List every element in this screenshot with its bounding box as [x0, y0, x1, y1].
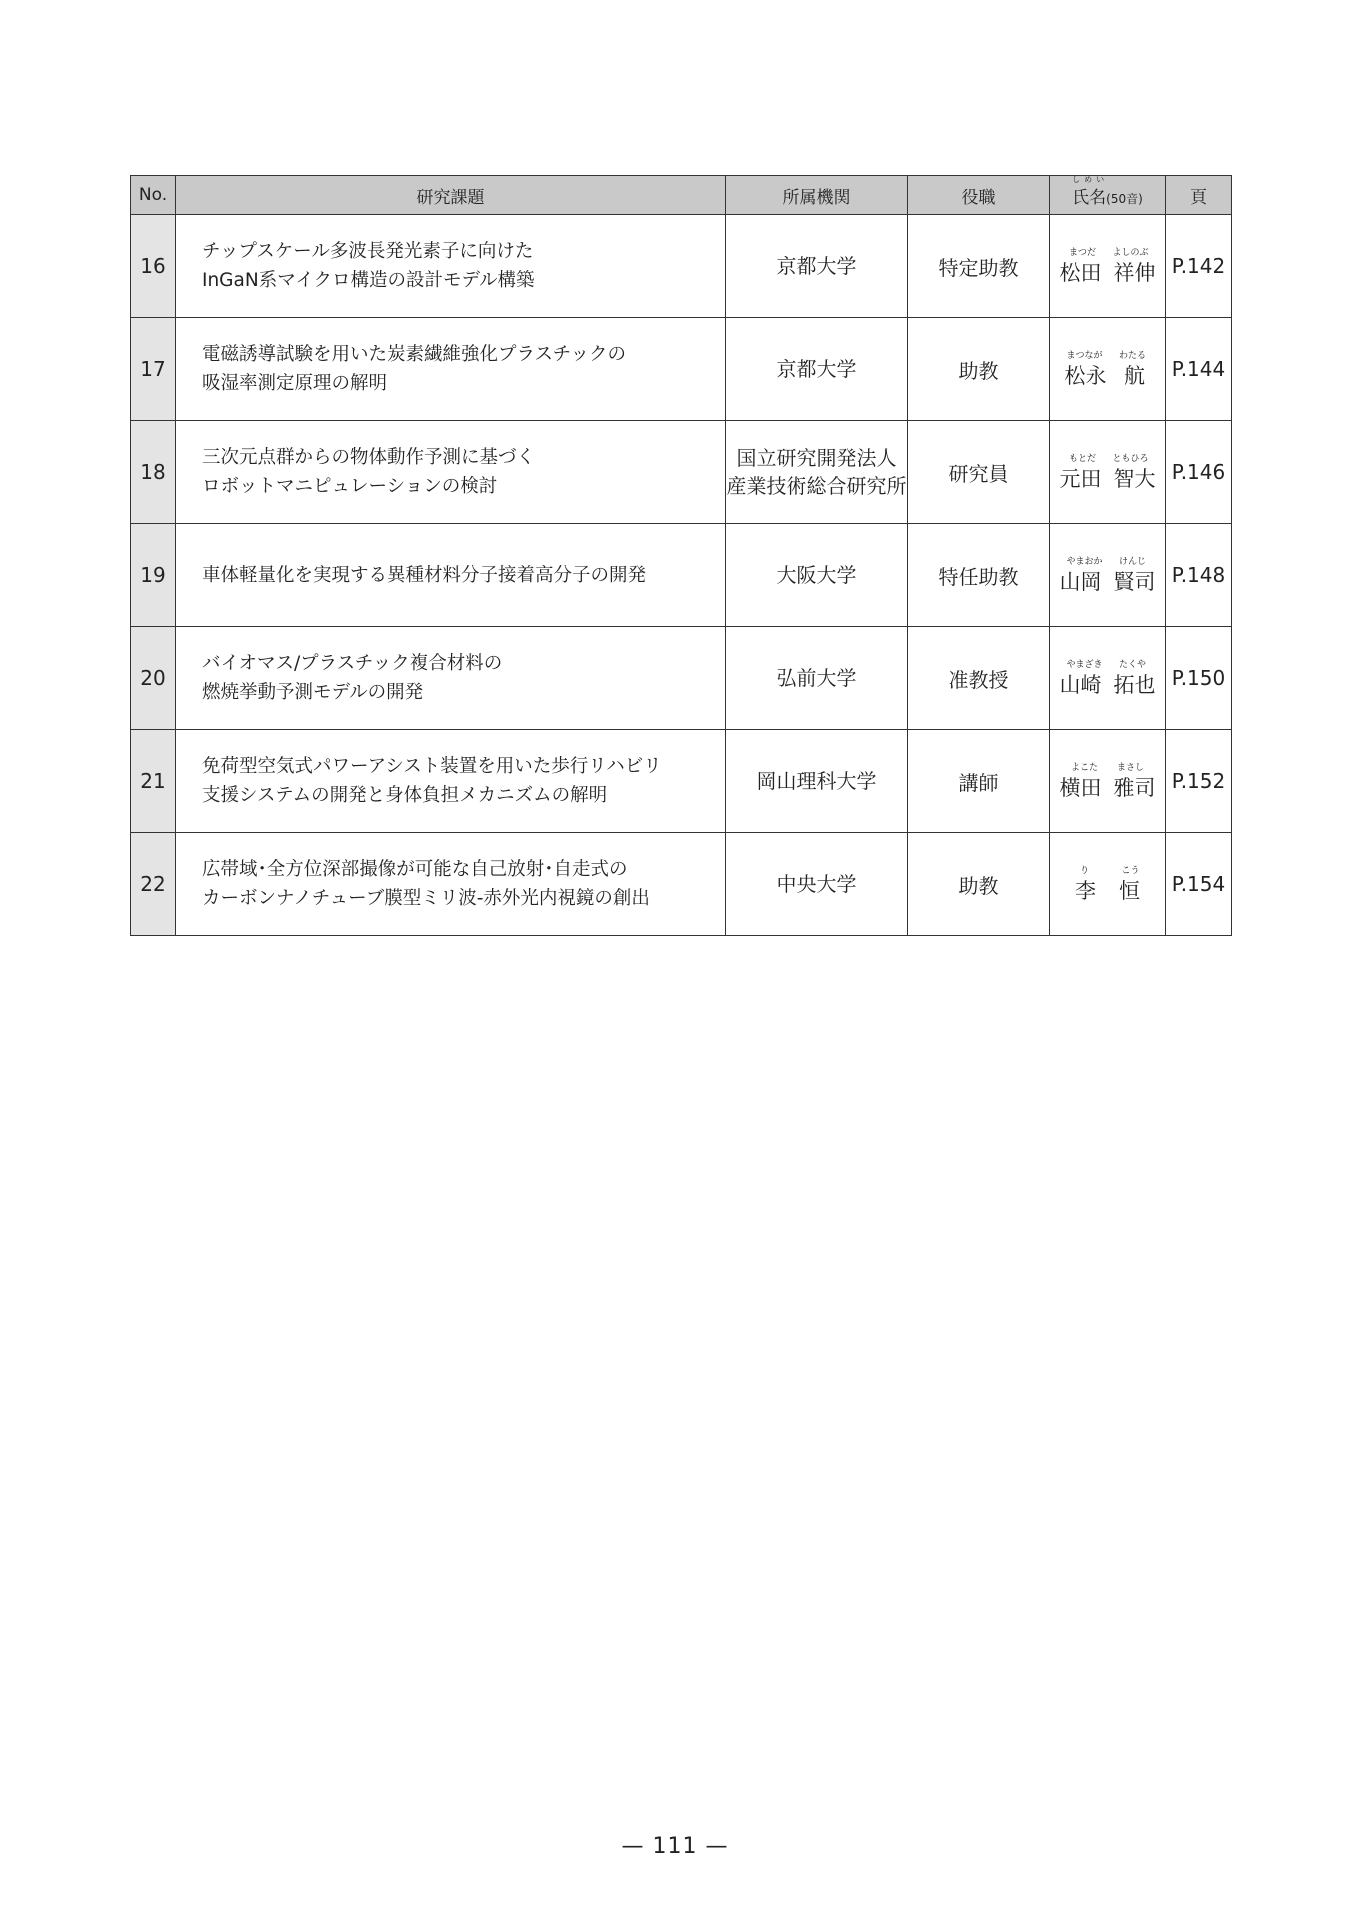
research-title-line: 免荷型空気式パワーアシスト装置を用いた歩行リハビリ: [202, 756, 662, 777]
affiliation-line: 大阪大学: [776, 563, 857, 587]
header-name-wrap: [1072, 174, 1109, 208]
affiliation: [726, 318, 908, 421]
page-reference: P.150: [1166, 627, 1232, 730]
header-name-label: 氏名: [1072, 187, 1107, 208]
given-name: 拓也: [1113, 672, 1156, 697]
header-name-note: (50音): [1106, 191, 1143, 206]
table-row: [131, 215, 1232, 318]
family-name: 元田: [1059, 466, 1102, 491]
header-title: 研究課題: [176, 176, 726, 215]
position-title: 研究員: [908, 421, 1050, 524]
page-reference: P.148: [1166, 524, 1232, 627]
family-name: 山崎: [1059, 672, 1102, 697]
research-title-line: 支援システムの開発と身体負担メカニズムの解明: [202, 785, 608, 806]
given-name-ruby: わたる: [1118, 350, 1146, 361]
research-title-line: ロボットマニピュレーションの検討: [202, 476, 498, 497]
given-name-ruby: まさし: [1116, 762, 1144, 773]
position-title: 助教: [908, 318, 1050, 421]
affiliation: [726, 833, 908, 936]
research-title-line: InGaN系マイクロ構造の設計モデル構築: [202, 270, 535, 291]
researcher-name: [1050, 627, 1166, 730]
family-name-ruby: まつだ: [1068, 247, 1096, 258]
header-no: No.: [131, 176, 176, 215]
family-name-ruby: もとだ: [1068, 453, 1096, 464]
given-name-ruby: ともひろ: [1112, 453, 1149, 464]
header-page: 頁: [1166, 176, 1232, 215]
research-title-line: カーボンナノチューブ膜型ミリ波-赤外光内視鏡の創出: [202, 888, 650, 909]
affiliation-line: 京都大学: [776, 254, 857, 278]
affiliation-line: 産業技術総合研究所: [726, 474, 907, 498]
affiliation: [726, 215, 908, 318]
header-name-ruby: しめい: [1072, 174, 1109, 184]
position-title: 講師: [908, 730, 1050, 833]
affiliation: [726, 627, 908, 730]
given-name-ruby: こう: [1121, 865, 1140, 876]
header-name: [1050, 176, 1166, 215]
affiliation: [726, 421, 908, 524]
row-number: 20: [131, 627, 176, 730]
given-name-ruby: けんじ: [1118, 556, 1146, 567]
given-name-ruby: たくや: [1118, 659, 1146, 670]
research-title-line: 電磁誘導試験を用いた炭素繊維強化プラスチックの: [202, 344, 627, 365]
research-title: [176, 421, 726, 524]
affiliation-line: 弘前大学: [776, 666, 857, 690]
family-name: 李: [1075, 878, 1096, 903]
given-name: 恒: [1119, 878, 1140, 903]
family-name: 松田: [1059, 260, 1102, 285]
family-name-ruby: よこた: [1070, 762, 1098, 773]
family-name-ruby: まつなが: [1066, 350, 1103, 361]
row-number: 16: [131, 215, 176, 318]
page-reference: P.152: [1166, 730, 1232, 833]
given-name: 雅司: [1113, 775, 1156, 800]
row-number: 19: [131, 524, 176, 627]
researcher-name: [1050, 524, 1166, 627]
family-name-ruby: り: [1079, 865, 1089, 876]
page-reference: P.154: [1166, 833, 1232, 936]
table-header-row: [131, 176, 1232, 215]
page-number: — 111 —: [621, 1834, 729, 1859]
header-position: 役職: [908, 176, 1050, 215]
given-name-ruby: よしのぶ: [1112, 247, 1149, 258]
research-title-line: バイオマス/プラスチック複合材料の: [202, 653, 503, 674]
given-name: 智大: [1113, 466, 1156, 491]
row-number: 22: [131, 833, 176, 936]
table-row: [131, 730, 1232, 833]
page-reference: P.142: [1166, 215, 1232, 318]
position-title: 助教: [908, 833, 1050, 936]
researcher-name: [1050, 318, 1166, 421]
research-title: [176, 215, 726, 318]
research-title: [176, 524, 726, 627]
researcher-name: [1050, 421, 1166, 524]
table-row: [131, 421, 1232, 524]
family-name: 山岡: [1059, 569, 1102, 594]
position-title: 准教授: [908, 627, 1050, 730]
research-title-line: 三次元点群からの物体動作予測に基づく: [202, 447, 536, 468]
position-title: 特定助教: [908, 215, 1050, 318]
given-name: 航: [1124, 363, 1145, 388]
researcher-table: [130, 175, 1232, 936]
position-title: 特任助教: [908, 524, 1050, 627]
page-reference: P.144: [1166, 318, 1232, 421]
research-title: [176, 730, 726, 833]
affiliation-line: 中央大学: [776, 872, 857, 896]
row-number: 18: [131, 421, 176, 524]
research-title-line: 燃焼挙動予測モデルの開発: [202, 682, 424, 703]
row-number: 17: [131, 318, 176, 421]
researcher-name: [1050, 833, 1166, 936]
family-name: 横田: [1059, 775, 1102, 800]
affiliation: [726, 730, 908, 833]
research-title-line: 車体軽量化を実現する異種材料分子接着高分子の開発: [202, 564, 647, 586]
row-number: 21: [131, 730, 176, 833]
header-affiliation: 所属機関: [726, 176, 908, 215]
affiliation-line: 京都大学: [776, 357, 857, 381]
research-title-line: 吸湿率測定原理の解明: [202, 373, 388, 394]
affiliation-line: 岡山理科大学: [756, 769, 877, 793]
given-name: 祥伸: [1113, 260, 1156, 285]
researcher-name: [1050, 215, 1166, 318]
research-title: [176, 627, 726, 730]
family-name-ruby: やまおか: [1066, 556, 1103, 567]
table-row: [131, 318, 1232, 421]
research-title: [176, 318, 726, 421]
researcher-name: [1050, 730, 1166, 833]
family-name-ruby: やまざき: [1066, 659, 1103, 670]
family-name: 松永: [1064, 363, 1107, 388]
given-name: 賢司: [1113, 569, 1156, 594]
research-title-line: 広帯域･全方位深部撮像が可能な自己放射･自走式の: [202, 859, 628, 880]
table-row: [131, 833, 1232, 936]
research-title: [176, 833, 726, 936]
page-reference: P.146: [1166, 421, 1232, 524]
affiliation: [726, 524, 908, 627]
research-title-line: チップスケール多波長発光素子に向けた: [202, 241, 534, 262]
table-row: [131, 524, 1232, 627]
table-row: [131, 627, 1232, 730]
affiliation-line: 国立研究開発法人: [736, 446, 897, 470]
